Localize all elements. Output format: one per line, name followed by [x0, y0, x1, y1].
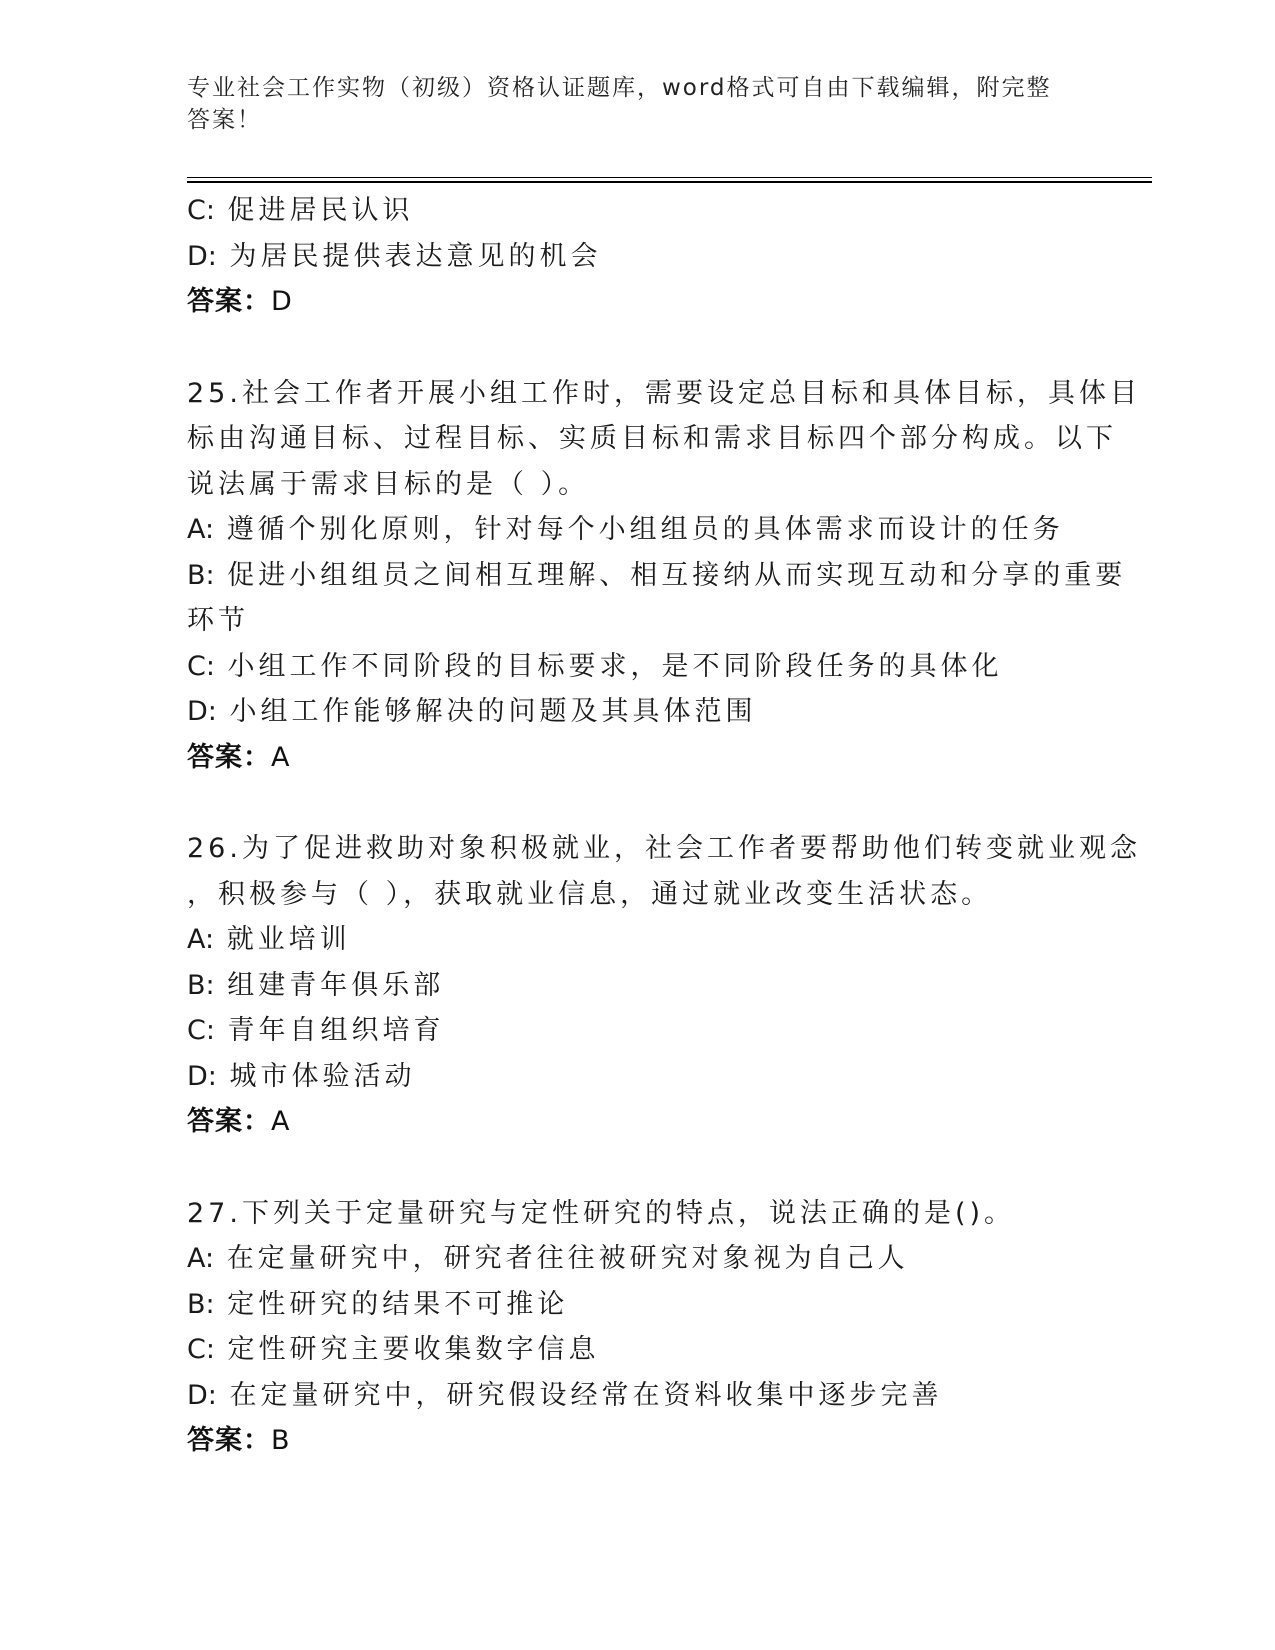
- header-text: 专业社会工作实物（初级）资格认证题库，word格式可自由下载编辑，附完整答案！: [187, 75, 1052, 133]
- option-b: B: 促进小组组员之间相互理解、相互接纳从而实现互动和分享的重要: [187, 559, 1127, 591]
- question-27: [187, 1191, 1087, 1464]
- option-a: A: 遵循个别化原则，针对每个小组组员的具体需求而设计的任务: [187, 514, 1064, 545]
- option-a: A: 就业培训: [187, 924, 351, 955]
- option-d: D: 在定量研究中，研究假设经常在资料收集中逐步完善: [187, 1379, 943, 1411]
- question-content: [187, 188, 1141, 1464]
- answer-value: B: [271, 1425, 292, 1456]
- answer-line: 答案：A: [187, 1106, 292, 1137]
- answer-value: D: [271, 286, 294, 317]
- answer-line: 答案：B: [187, 1425, 292, 1456]
- question-stem: ，积极参与（ ），获取就业信息，通过就业改变生活状态。: [187, 878, 993, 910]
- question-stem: 标由沟通目标、过程目标、实质目标和需求目标四个部分构成。以下: [187, 423, 1117, 454]
- option-c: C: 定性研究主要收集数字信息: [187, 1334, 600, 1365]
- question-stem: 说法属于需求目标的是（ ）。: [187, 468, 590, 500]
- option-d: D: 小组工作能够解决的问题及其具体范围: [187, 696, 757, 727]
- prev-question: [187, 188, 1087, 325]
- question-25: [187, 371, 1141, 781]
- option-c: C: 促进居民认识: [187, 195, 414, 226]
- option-d: D: 为居民提供表达意见的机会: [187, 240, 602, 272]
- answer-value: A: [271, 741, 292, 773]
- option-c: C: 青年自组织培育: [187, 1015, 445, 1046]
- answer-value: A: [271, 1106, 292, 1137]
- option-a: A: 在定量研究中，研究者往往被研究对象视为自己人: [187, 1243, 909, 1274]
- answer-line: 答案：D: [187, 286, 294, 317]
- header-rule-bottom: [187, 181, 1152, 183]
- option-c: C: 小组工作不同阶段的目标要求，是不同阶段任务的具体化: [187, 650, 1003, 682]
- question-stem: 27.下列关于定量研究与定性研究的特点，说法正确的是()。: [187, 1197, 1016, 1229]
- question-stem: 26.为了促进救助对象积极就业，社会工作者要帮助他们转变就业观念: [187, 833, 1141, 864]
- option-b: B: 定性研究的结果不可推论: [187, 1288, 569, 1320]
- header-rule-top: [187, 177, 1152, 178]
- option-b: B: 组建青年俱乐部: [187, 969, 445, 1001]
- option-d: D: 城市体验活动: [187, 1060, 416, 1092]
- question-26: [187, 826, 1141, 1145]
- answer-line: 答案：A: [187, 741, 292, 773]
- option-b-continued: 环节: [187, 605, 249, 636]
- question-stem: 25.社会工作者开展小组工作时，需要设定总目标和具体目标，具体目: [187, 377, 1141, 409]
- page-header: [187, 72, 1067, 136]
